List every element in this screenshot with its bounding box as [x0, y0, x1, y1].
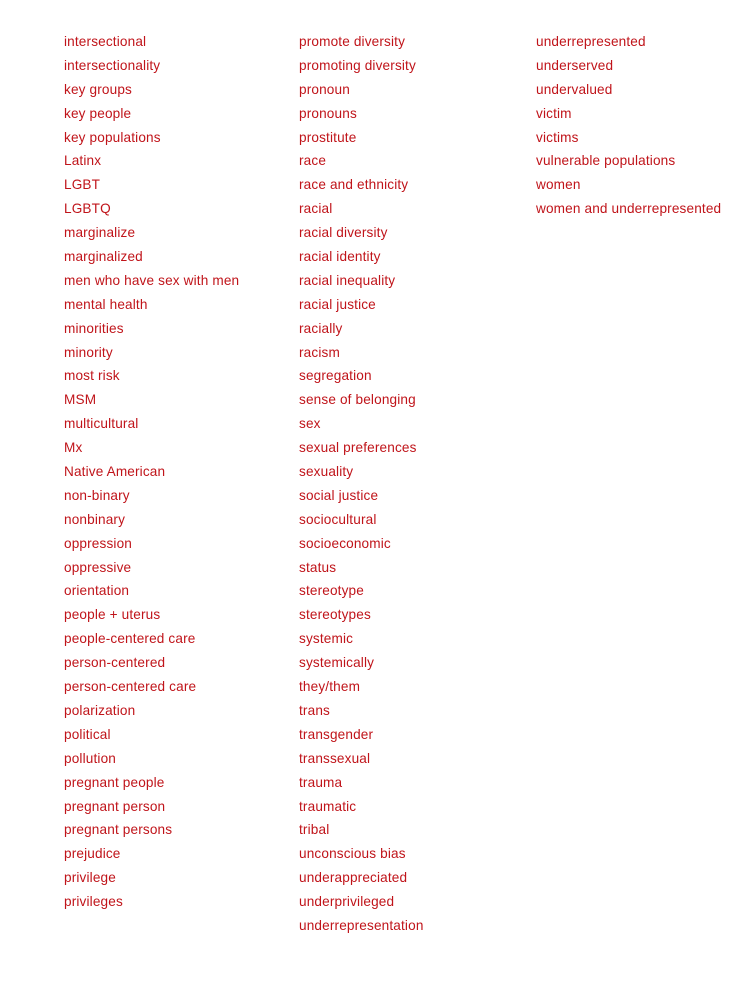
term-item: non-binary — [64, 487, 130, 503]
term-item: transgender — [299, 726, 374, 742]
term-item: systemic — [299, 631, 354, 647]
term-item: oppressive — [64, 559, 132, 575]
term-item: oppression — [64, 535, 133, 551]
term-item: promote diversity — [299, 34, 406, 49]
term-item: marginalized — [64, 249, 143, 265]
term-item: systemically — [299, 655, 375, 671]
term-item: polarization — [64, 702, 136, 718]
term-item: tribal — [299, 822, 330, 838]
term-item: sex — [299, 416, 321, 432]
term-item: orientation — [64, 583, 130, 599]
term-item: underrepresentation — [299, 917, 424, 933]
term-item: women and underrepresented — [536, 201, 722, 217]
term-item: sexual preferences — [299, 440, 417, 456]
term-item: race — [299, 153, 327, 169]
term-item: underappreciated — [299, 870, 408, 886]
term-item: racial diversity — [299, 225, 388, 241]
term-item: victim — [536, 105, 572, 121]
term-item: undervalued — [536, 81, 613, 97]
term-item: racism — [299, 344, 340, 360]
term-item: pregnant people — [64, 774, 165, 790]
term-item: people + uterus — [64, 607, 161, 623]
term-item: traumatic — [299, 798, 357, 814]
term-item: political — [64, 726, 111, 742]
term-column-1 — [64, 33, 244, 917]
term-item: Latinx — [64, 153, 102, 169]
term-item: racially — [299, 320, 343, 336]
term-item: mental health — [64, 296, 148, 312]
term-item: stereotype — [299, 583, 364, 599]
term-item: racial identity — [299, 249, 381, 265]
term-item: sexuality — [299, 464, 354, 480]
term-item: transsexual — [299, 750, 371, 766]
term-item: underprivileged — [299, 894, 395, 910]
term-item: promoting diversity — [299, 57, 416, 73]
term-item: key people — [64, 105, 132, 121]
term-item: MSM — [64, 392, 97, 408]
term-item: privilege — [64, 870, 116, 886]
term-item: trans — [299, 702, 330, 718]
term-item: pregnant persons — [64, 822, 173, 838]
term-item: racial justice — [299, 296, 376, 312]
term-item: nonbinary — [64, 511, 126, 527]
term-item: unconscious bias — [299, 846, 406, 862]
term-item: key groups — [64, 81, 132, 97]
term-item: intersectionality — [64, 57, 161, 73]
term-item: social justice — [299, 487, 379, 503]
term-item: stereotypes — [299, 607, 371, 623]
term-item: pronouns — [299, 105, 357, 121]
term-item: person-centered care — [64, 679, 197, 695]
term-item: key populations — [64, 129, 161, 145]
term-item: segregation — [299, 368, 372, 384]
term-column-3 — [536, 33, 726, 224]
term-item: sociocultural — [299, 511, 377, 527]
term-column-2 — [299, 33, 499, 941]
term-item: most risk — [64, 368, 120, 384]
term-item: race and ethnicity — [299, 177, 409, 193]
term-item: women — [536, 177, 581, 193]
term-item: person-centered — [64, 655, 166, 671]
term-item: pronoun — [299, 81, 350, 97]
term-item: minority — [64, 344, 113, 360]
term-item: pregnant person — [64, 798, 166, 814]
term-item: they/them — [299, 679, 361, 695]
term-item: sense of belonging — [299, 392, 416, 408]
term-item: LGBT — [64, 177, 101, 193]
term-item: vulnerable populations — [536, 153, 676, 169]
term-item: underrepresented — [536, 34, 646, 49]
term-item: privileges — [64, 894, 123, 910]
term-item: intersectional — [64, 34, 147, 49]
term-item: Native American — [64, 464, 166, 480]
term-item: prostitute — [299, 129, 357, 145]
term-item: status — [299, 559, 337, 575]
term-item: underserved — [536, 57, 614, 73]
term-item: racial — [299, 201, 333, 217]
term-item: multicultural — [64, 416, 139, 432]
term-item: prejudice — [64, 846, 121, 862]
term-item: trauma — [299, 774, 343, 790]
term-item: Mx — [64, 440, 83, 456]
term-item: racial inequality — [299, 272, 396, 288]
term-item: people-centered care — [64, 631, 196, 647]
term-item: LGBTQ — [64, 201, 111, 217]
term-item: socioeconomic — [299, 535, 391, 551]
term-item: pollution — [64, 750, 116, 766]
term-item: victims — [536, 129, 579, 145]
term-item: marginalize — [64, 225, 136, 241]
term-item: minorities — [64, 320, 124, 336]
term-item: men who have sex with men — [64, 272, 240, 288]
